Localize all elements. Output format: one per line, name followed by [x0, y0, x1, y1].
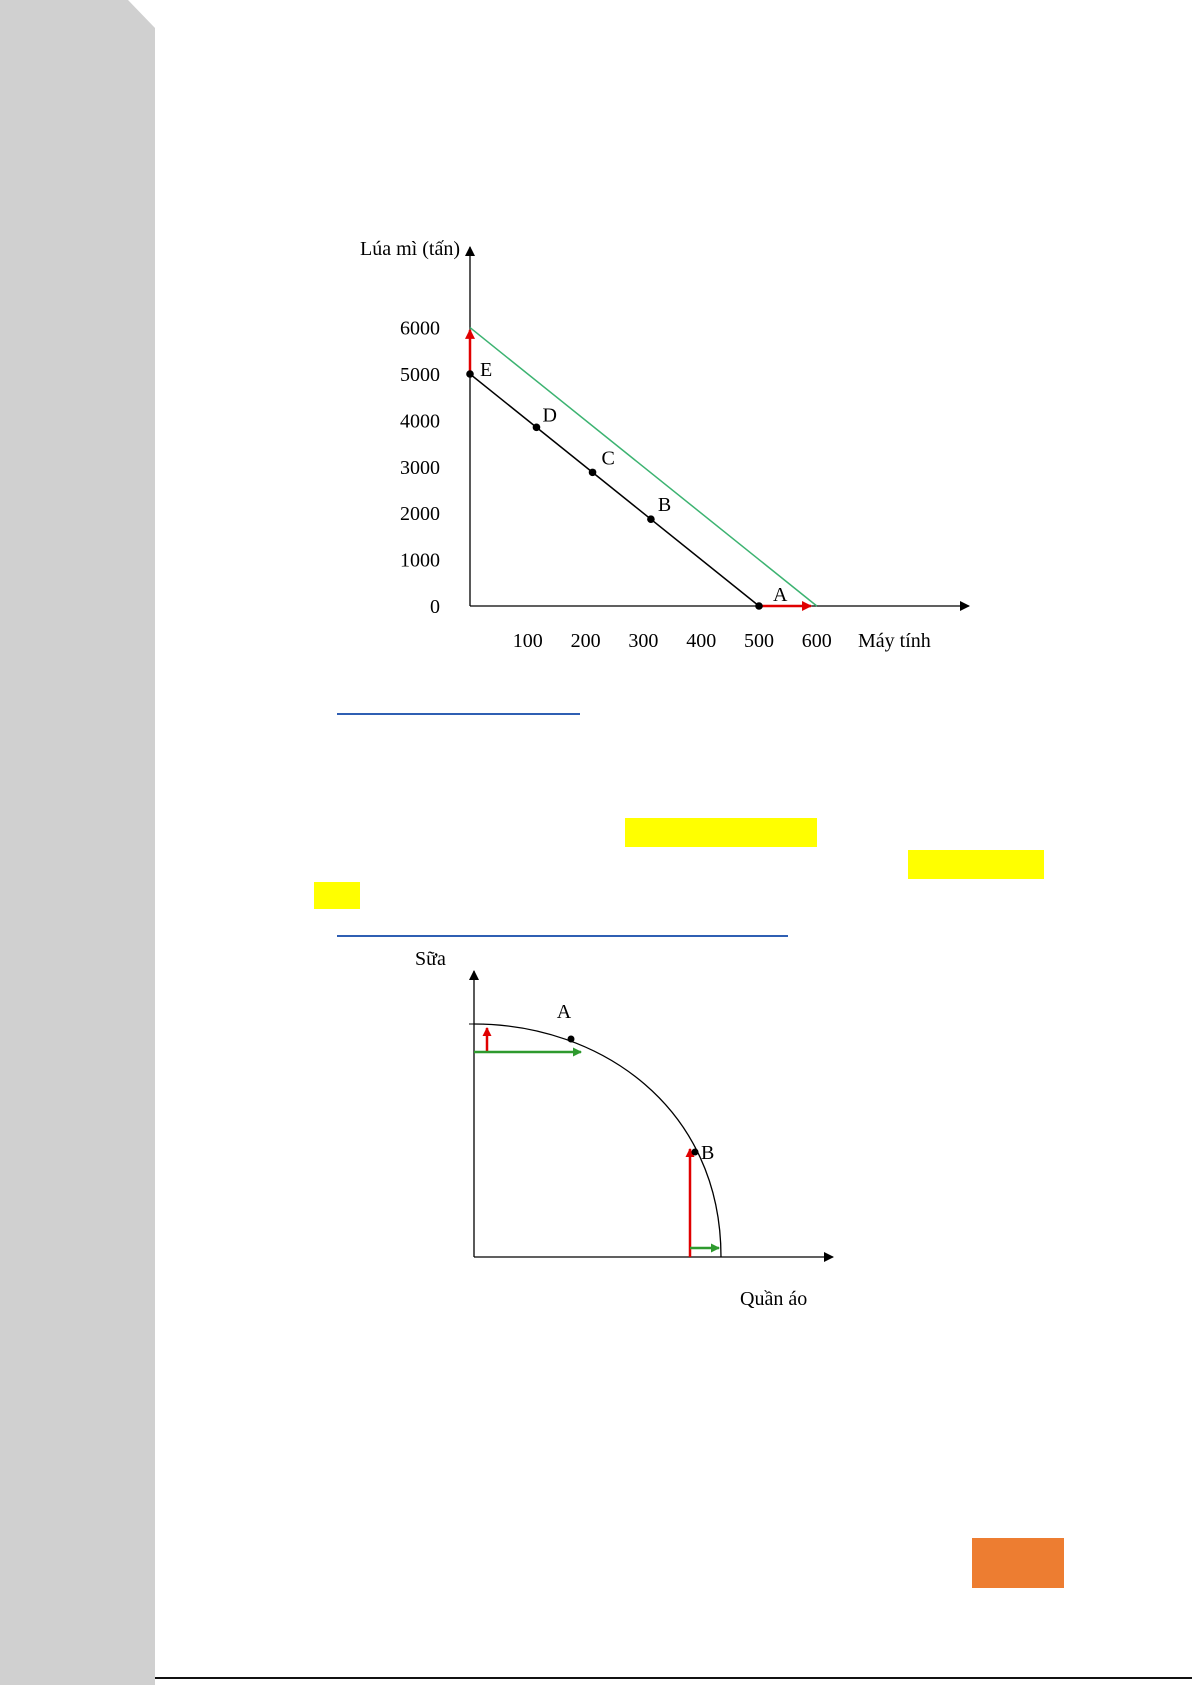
point-b — [692, 1149, 699, 1156]
point-e-label: E — [480, 359, 493, 381]
ppf-chart-1-canvas — [290, 225, 990, 665]
x-tick-label: 600 — [801, 630, 832, 652]
x-tick-label: 400 — [686, 630, 717, 652]
x-tick-label: 200 — [570, 630, 601, 652]
y-tick-label: 0 — [430, 596, 440, 618]
x-tick-label: 500 — [744, 630, 774, 652]
ppf-curve — [474, 1024, 721, 1257]
highlight-mark-3 — [314, 882, 360, 909]
y-axis-label-2: Sữa — [415, 948, 446, 970]
point-a-label: A — [556, 1001, 572, 1023]
highlight-mark-2 — [908, 850, 1044, 879]
y-tick-label: 4000 — [400, 410, 440, 433]
ppf-chart-milk-clothes — [395, 935, 845, 1315]
y-axis-label: Lúa mì (tấn) — [360, 238, 460, 260]
sidebar-shape — [0, 0, 155, 1685]
ppf-chart-2-canvas — [395, 935, 845, 1315]
highlight-mark-1 — [625, 818, 817, 847]
point-b — [647, 515, 655, 523]
point-e — [466, 370, 474, 378]
x-axis-label-2: Quần áo — [740, 1288, 808, 1310]
point-c — [589, 469, 597, 477]
underline-rule-1 — [337, 713, 580, 715]
point-c-label: C — [601, 447, 615, 470]
page-number-badge — [972, 1538, 1064, 1588]
page-bottom-border — [155, 1677, 1192, 1679]
y-tick-label: 2000 — [400, 503, 440, 526]
y-tick-label: 5000 — [400, 364, 440, 386]
x-tick-label: 300 — [628, 630, 659, 652]
point-a — [755, 602, 763, 610]
ppf-line-2 — [470, 328, 817, 606]
point-b-label: B — [657, 494, 672, 517]
point-a-label: A — [773, 584, 788, 606]
x-tick-label: 100 — [512, 630, 543, 652]
point-d — [533, 424, 541, 432]
y-tick-label: 3000 — [400, 456, 440, 479]
point-d-label: D — [542, 404, 557, 427]
y-tick-label: 6000 — [400, 317, 440, 340]
point-b-label: B — [701, 1142, 715, 1164]
ppf-chart-wheat-computers — [290, 225, 990, 665]
ppf-line-1 — [470, 374, 759, 606]
x-axis-label: Máy tính — [858, 630, 931, 652]
y-tick-label: 1000 — [400, 549, 440, 572]
page-sidebar-band — [0, 0, 155, 1685]
point-a — [568, 1036, 575, 1043]
